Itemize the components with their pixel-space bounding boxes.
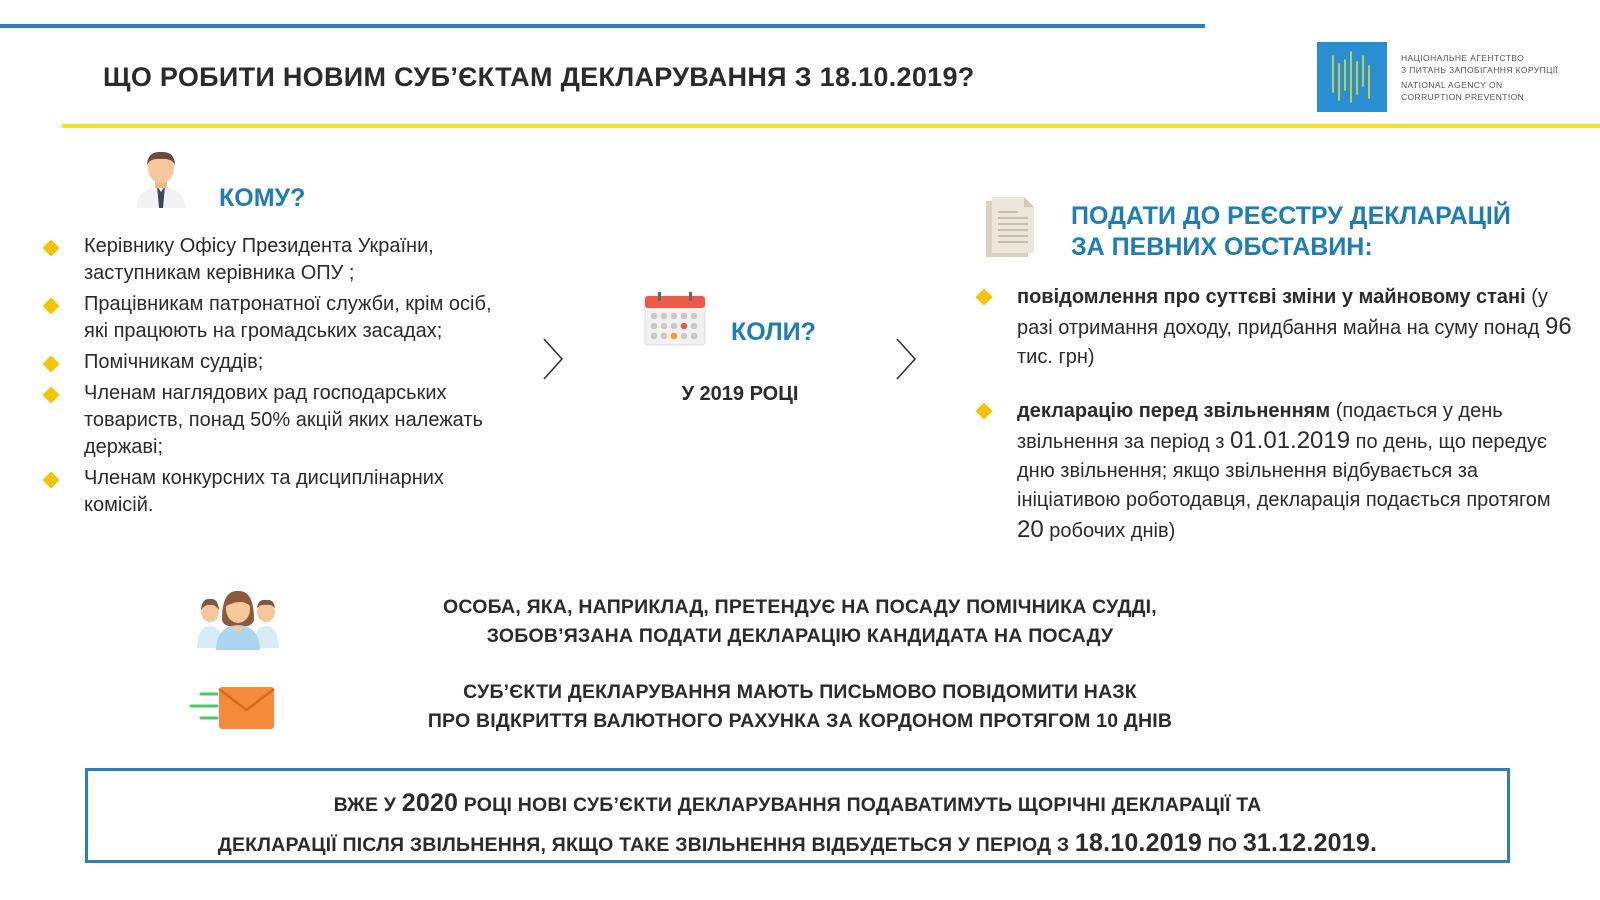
- list-item: Керівнику Офісу Президента України, заступникам керівника ОПУ ;: [40, 233, 500, 287]
- diamond-bullet-icon: [976, 403, 993, 420]
- foreign-account-note: СУБ’ЄКТИ ДЕКЛАРУВАННЯ МАЮТЬ ПИСЬМОВО ПОВІДОМИТИ НАЗК ПРО ВІДКРИТТЯ ВАЛЮТНОГО РАХУНКА ЗА КОРДОНОМ ПРОТЯГОМ 10 ДНІВ: [427, 681, 1173, 732]
- diamond-bullet-icon: [43, 472, 60, 489]
- list-item: Працівникам патронатної служби, крім осіб, які працюють на громадських засадах;: [40, 291, 500, 345]
- submit-list: [972, 283, 1572, 546]
- diamond-bullet-icon: [976, 289, 993, 306]
- list-item: Помічникам суддів;: [40, 349, 500, 376]
- diamond-bullet-icon: [43, 387, 60, 404]
- people-group-icon: [196, 584, 280, 650]
- bottom-info-box: ВЖЕ У 2020 РОЦІ НОВІ СУБ’ЄКТИ ДЕКЛАРУВАННЯ ПОДАВАТИМУТЬ ЩОРІЧНІ ДЕКЛАРАЦІЇ ТА ДЕКЛАРАЦІЇ ПІСЛЯ ЗВІЛЬНЕННЯ, ЯКЩО ТАКЕ ЗВІЛЬНЕННЯ ВІДБУДЕТЬСЯ У ПЕРІОД З 18.10.2019 ПО 31.12.2019.: [85, 768, 1510, 863]
- list-item: декларацію перед звільненням (подається у день звільнення за період з 01.01.2019 по день, що передує дню звільнення; якщо звільнення відбувається за ініціативою роботодавця, декларація подається протягом 20 робочих днів): [972, 397, 1572, 546]
- header-blue-line: [0, 24, 1205, 28]
- chevron-right-icon: [893, 335, 933, 385]
- candidate-note: ОСОБА, ЯКА, НАПРИКЛАД, ПРЕТЕНДУЄ НА ПОСАДУ ПОМІЧНИКА СУДДІ, ЗОБОВ’ЯЗАНА ПОДАТИ ДЕКЛАРАЦІЮ КАНДИДАТА НА ПОСАДУ: [443, 596, 1157, 647]
- calendar-icon: [644, 292, 706, 346]
- who-list: [40, 233, 500, 523]
- nazk-logo-icon: [1317, 42, 1387, 112]
- page-title: ЩО РОБИТИ НОВИМ СУБ’ЄКТАМ ДЕКЛАРУВАННЯ З 18.10.2019?: [103, 62, 975, 92]
- when-text: У 2019 РОЦІ: [681, 383, 799, 405]
- chevron-right-icon: [540, 335, 580, 385]
- who-heading: КОМУ?: [219, 184, 306, 212]
- header-yellow-line: [62, 124, 1600, 128]
- nazk-logo: [1317, 42, 1558, 112]
- list-item: повідомлення про суттєві зміни у майновому стані (у разі отримання доходу, придбання майна на суму понад 96 тис. грн): [972, 283, 1572, 372]
- when-heading: КОЛИ?: [731, 318, 816, 346]
- diamond-bullet-icon: [43, 356, 60, 373]
- submit-heading: ПОДАТИ ДО РЕЄСТРУ ДЕКЛАРАЦІЙ ЗА ПЕВНИХ ОБСТАВИН:: [1071, 202, 1511, 261]
- envelope-icon: [189, 686, 275, 730]
- diamond-bullet-icon: [43, 298, 60, 315]
- nazk-logo-text: НАЦІОНАЛЬНЕ АГЕНТСТВО З ПИТАНЬ ЗАПОБІГАННЯ КОРУПЦІЇ NATIONAL AGENCY ON CORRUPTION PREVENTION: [1401, 53, 1559, 102]
- list-item: Членам наглядових рад господарських товариств, понад 50% акцій яких належать державі;: [40, 380, 500, 461]
- person-icon: [133, 148, 189, 208]
- document-icon: [986, 197, 1036, 257]
- list-item: Членам конкурсних та дисциплінарних комісій.: [40, 465, 500, 519]
- diamond-bullet-icon: [43, 240, 60, 257]
